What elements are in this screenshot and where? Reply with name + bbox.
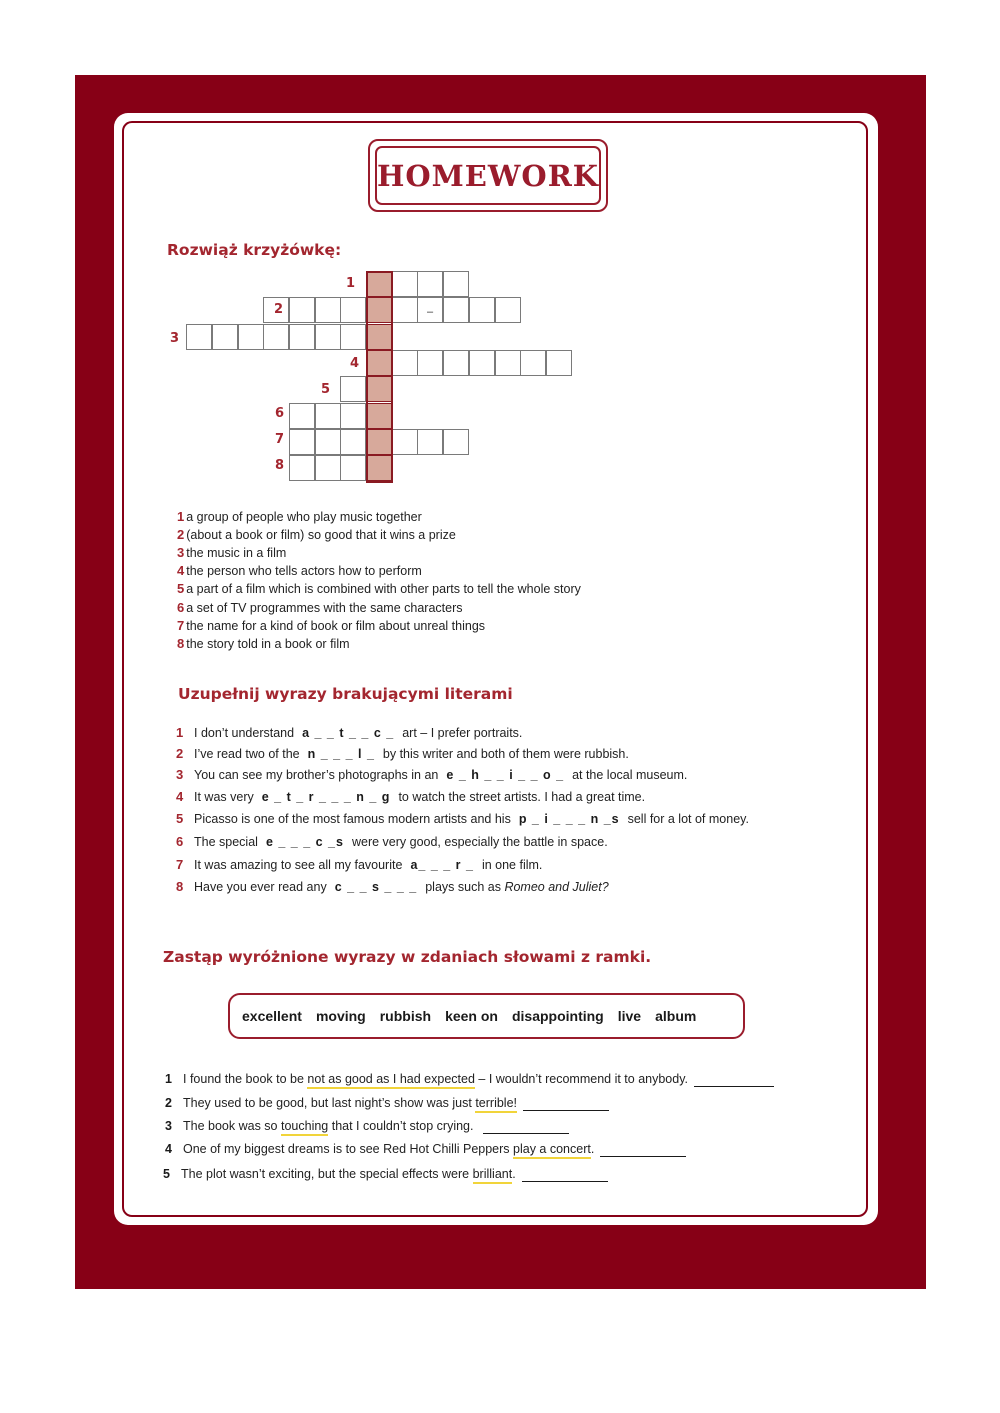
answer-line[interactable] — [600, 1142, 686, 1157]
answer-line[interactable] — [483, 1119, 569, 1134]
replace-item: 3 The book was so touching that I couldn’t stop crying. — [165, 1119, 569, 1134]
crossword-cell[interactable] — [289, 324, 315, 350]
title-banner-inner — [375, 146, 601, 205]
crossword-cell[interactable] — [340, 455, 366, 481]
crossword-dash: – — [427, 306, 434, 318]
crossword-cell[interactable] — [495, 297, 521, 323]
crossword-number-2: 2 — [274, 302, 284, 317]
fill-in-item: 6 The special e _ _ _ c _s were very good, especially the battle in space. — [176, 834, 608, 849]
crossword-number-1: 1 — [346, 276, 356, 291]
answer-line[interactable] — [522, 1167, 608, 1182]
replace-heading: Zastąp wyróżnione wyrazy w zdaniach słowami z ramki. — [163, 948, 652, 966]
missing-letters[interactable]: a_ _ _ r _ — [410, 858, 474, 872]
crossword-cell[interactable] — [238, 324, 264, 350]
crossword-cell[interactable] — [315, 455, 341, 481]
crossword-cell[interactable] — [289, 297, 315, 323]
fill-in-item: 8 Have you ever read any c _ _ s _ _ _ plays such as Romeo and Juliet? — [176, 879, 609, 894]
clue-row: 5 a part of a film which is combined with other parts to tell the whole story — [177, 581, 581, 596]
crossword-cell[interactable] — [417, 350, 443, 376]
highlighted-phrase: touching — [281, 1119, 328, 1136]
crossword-cell[interactable] — [315, 429, 341, 455]
fill-in-item: 1 I don’t understand a _ _ t _ _ c _ art – I prefer portraits. — [176, 725, 523, 740]
crossword-number-6: 6 — [275, 406, 285, 421]
answer-line[interactable] — [523, 1096, 609, 1111]
clue-row: 3 the music in a film — [177, 545, 287, 560]
answer-line[interactable] — [694, 1072, 774, 1087]
crossword-cell[interactable] — [263, 324, 289, 350]
crossword-cell[interactable] — [315, 324, 341, 350]
crossword-key-cell[interactable] — [366, 297, 392, 323]
crossword-cell[interactable] — [340, 324, 366, 350]
clue-row: 8 the story told in a book or film — [177, 636, 350, 651]
crossword-cell[interactable] — [520, 350, 546, 376]
crossword-cell[interactable] — [212, 324, 238, 350]
crossword-cell[interactable] — [186, 324, 212, 350]
missing-letters[interactable]: p _ i _ _ _ n _s — [518, 812, 620, 826]
crossword-cell[interactable] — [443, 350, 469, 376]
word-chip[interactable]: moving — [315, 1008, 366, 1024]
crossword-heading: Rozwiąż krzyżówkę: — [167, 241, 342, 259]
clue-row: 6 a set of TV programmes with the same characters — [177, 600, 463, 615]
crossword-cell[interactable] — [443, 297, 469, 323]
crossword-cell[interactable] — [289, 403, 315, 429]
crossword-cell[interactable] — [392, 271, 418, 297]
fill-in-heading: Uzupełnij wyrazy brakującymi literami — [178, 685, 513, 703]
worksheet-inner-border — [122, 121, 868, 1217]
fill-in-item: 2 I’ve read two of the n _ _ _ l _ by this writer and both of them were rubbish. — [176, 746, 629, 761]
missing-letters[interactable]: c _ _ s _ _ _ — [334, 880, 418, 894]
crossword-cell[interactable] — [417, 271, 443, 297]
crossword-cell[interactable] — [392, 350, 418, 376]
crossword-cell[interactable] — [289, 429, 315, 455]
crossword-cell[interactable] — [340, 297, 366, 323]
crossword-number-5: 5 — [321, 382, 331, 397]
replace-item: 5 The plot wasn’t exciting, but the special effects were brilliant. — [163, 1167, 608, 1182]
word-chip[interactable]: live — [617, 1008, 642, 1024]
fill-in-item: 7 It was amazing to see all my favourite a_ _ _ r _ in one film. — [176, 857, 543, 872]
crossword-key-cell[interactable] — [366, 429, 392, 455]
crossword-number-4: 4 — [350, 356, 360, 371]
crossword-number-7: 7 — [275, 432, 285, 447]
missing-letters[interactable]: e _ t _ r _ _ _ n _ g — [261, 790, 391, 804]
highlighted-phrase: terrible! — [475, 1096, 517, 1113]
crossword-key-cell[interactable] — [366, 324, 392, 350]
crossword-cell[interactable] — [340, 403, 366, 429]
highlighted-phrase: brilliant — [473, 1167, 513, 1184]
replace-item: 2 They used to be good, but last night’s show was just terrible! — [165, 1096, 609, 1111]
crossword-key-cell[interactable] — [366, 350, 392, 376]
crossword-cell[interactable] — [392, 429, 418, 455]
highlighted-phrase: not as good as I had expected — [307, 1072, 475, 1089]
crossword-number-8: 8 — [275, 458, 285, 473]
crossword-cell[interactable] — [546, 350, 572, 376]
missing-letters[interactable]: e _ h _ _ i _ _ o _ — [446, 768, 565, 782]
fill-in-item: 5 Picasso is one of the most famous modern artists and his p _ i _ _ _ n _s sell for a lot of money. — [176, 811, 749, 826]
clue-row: 2 (about a book or film) so good that it wins a prize — [177, 527, 456, 542]
crossword-cell[interactable] — [443, 271, 469, 297]
title-banner — [368, 139, 608, 212]
crossword-cell[interactable] — [289, 455, 315, 481]
crossword-key-cell[interactable] — [366, 271, 392, 297]
crossword-cell[interactable] — [417, 429, 443, 455]
fill-in-item: 4 It was very e _ t _ r _ _ _ n _ g to watch the street artists. I had a great time. — [176, 789, 646, 804]
crossword-cell[interactable] — [315, 297, 341, 323]
word-box — [228, 993, 745, 1039]
crossword-cell[interactable] — [469, 350, 495, 376]
replace-item: 1 I found the book to be not as good as I had expected – I wouldn’t recommend it to anybody. — [165, 1072, 774, 1087]
crossword-cell[interactable] — [315, 403, 341, 429]
missing-letters[interactable]: e _ _ _ c _s — [265, 835, 344, 849]
replace-item: 4 One of my biggest dreams is to see Red Hot Chilli Peppers play a concert. — [165, 1142, 686, 1157]
word-chip[interactable]: rubbish — [379, 1008, 432, 1024]
crossword-cell[interactable] — [340, 376, 366, 402]
highlighted-phrase: play a concert — [513, 1142, 591, 1159]
word-chip[interactable]: album — [655, 1008, 697, 1024]
crossword-cell[interactable] — [495, 350, 521, 376]
word-chip[interactable]: disappointing — [511, 1008, 604, 1024]
crossword-cell[interactable] — [340, 429, 366, 455]
crossword-key-cell[interactable] — [366, 376, 392, 402]
crossword-cell[interactable] — [392, 297, 418, 323]
crossword-number-3: 3 — [170, 331, 180, 346]
clue-row: 4 the person who tells actors how to perform — [177, 563, 422, 578]
crossword-cell[interactable] — [469, 297, 495, 323]
crossword-key-cell[interactable] — [366, 403, 392, 429]
word-chip[interactable]: excellent — [242, 1008, 302, 1024]
word-chip[interactable]: keen on — [445, 1008, 498, 1024]
clue-row: 7 the name for a kind of book or film about unreal things — [177, 618, 486, 633]
page-title: HOMEWORK — [377, 158, 600, 193]
missing-letters[interactable]: n _ _ _ l _ — [307, 747, 375, 761]
fill-in-item: 3 You can see my brother’s photographs in an e _ h _ _ i _ _ o _ at the local museum. — [176, 767, 688, 782]
missing-letters[interactable]: a _ _ t _ _ c _ — [302, 726, 395, 740]
clue-row: 1 a group of people who play music together — [177, 509, 422, 524]
crossword-cell[interactable] — [443, 429, 469, 455]
crossword-key-cell[interactable] — [366, 455, 392, 481]
